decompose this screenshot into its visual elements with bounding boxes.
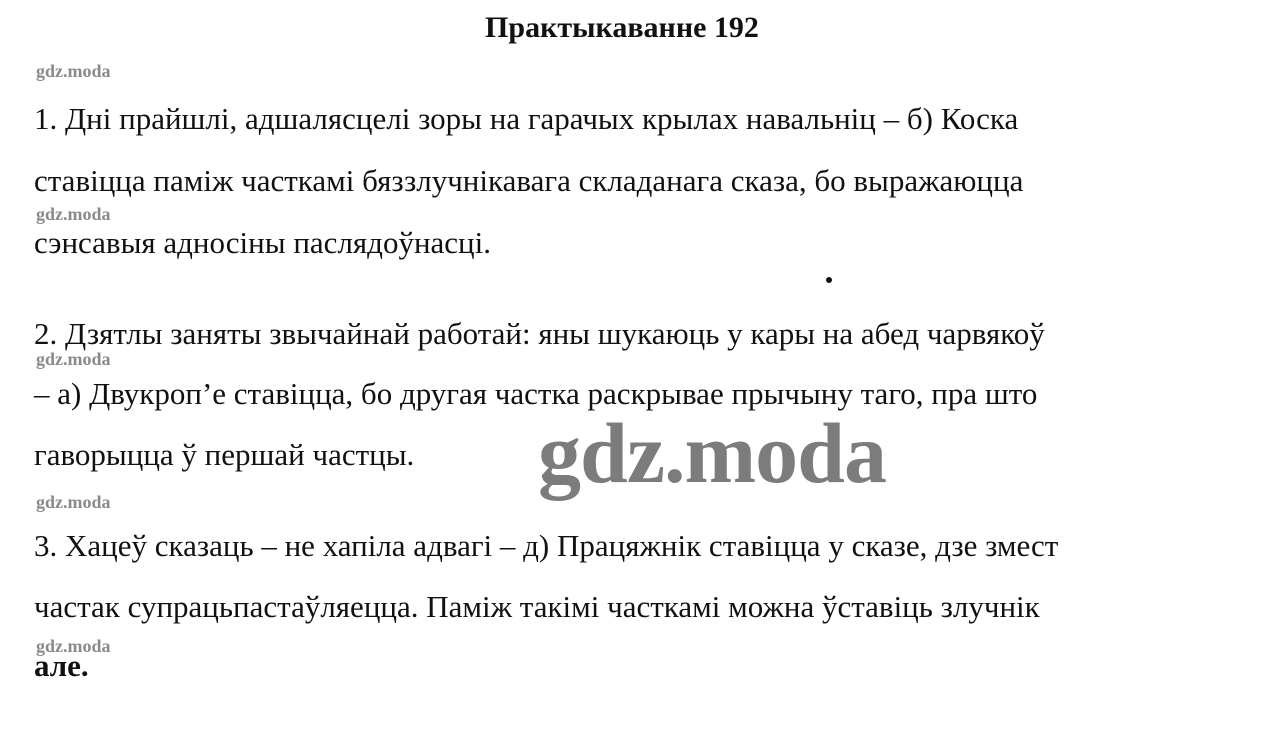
watermark-large: gdz.moda (538, 405, 886, 501)
text-line: гаворыцца ў першай частцы. (34, 437, 415, 472)
text-line: сэнсавыя адносіны паслядоўнасці. (34, 225, 492, 260)
page-title: Практыкаванне 192 (485, 11, 759, 44)
text-line: частак супрацьпастаўляецца. Паміж такімі часткамі можна ўставіць злучнік (34, 589, 1040, 624)
text-line: 3. Хацеў сказаць – не хапіла адвагі – д) Працяжнік ставіцца у сказе, дзе змест (34, 528, 1059, 563)
text-line: ставіцца паміж часткамі бяззлучнікавага складанага сказа, бо выражаюцца (34, 163, 1024, 198)
text-line: 1. Дні прайшлі, адшалясцелі зоры на гарачых крылах навальніц – б) Коска (34, 101, 1019, 136)
text-line: але. (34, 648, 89, 683)
watermark-small: gdz.moda (36, 61, 111, 81)
watermark-small: gdz.moda (36, 636, 111, 656)
text-line: 2. Дзятлы заняты звычайнай работай: яны шукаюць у кары на абед чарвякоў (34, 316, 1045, 351)
watermark-small: gdz.moda (36, 349, 111, 369)
stray-dot (826, 277, 832, 283)
watermark-small: gdz.moda (36, 492, 111, 512)
watermark-small: gdz.moda (36, 204, 111, 224)
text-line: – а) Двукроп’е ставіцца, бо другая частка раскрывае прычыну таго, пра што (34, 376, 1038, 411)
